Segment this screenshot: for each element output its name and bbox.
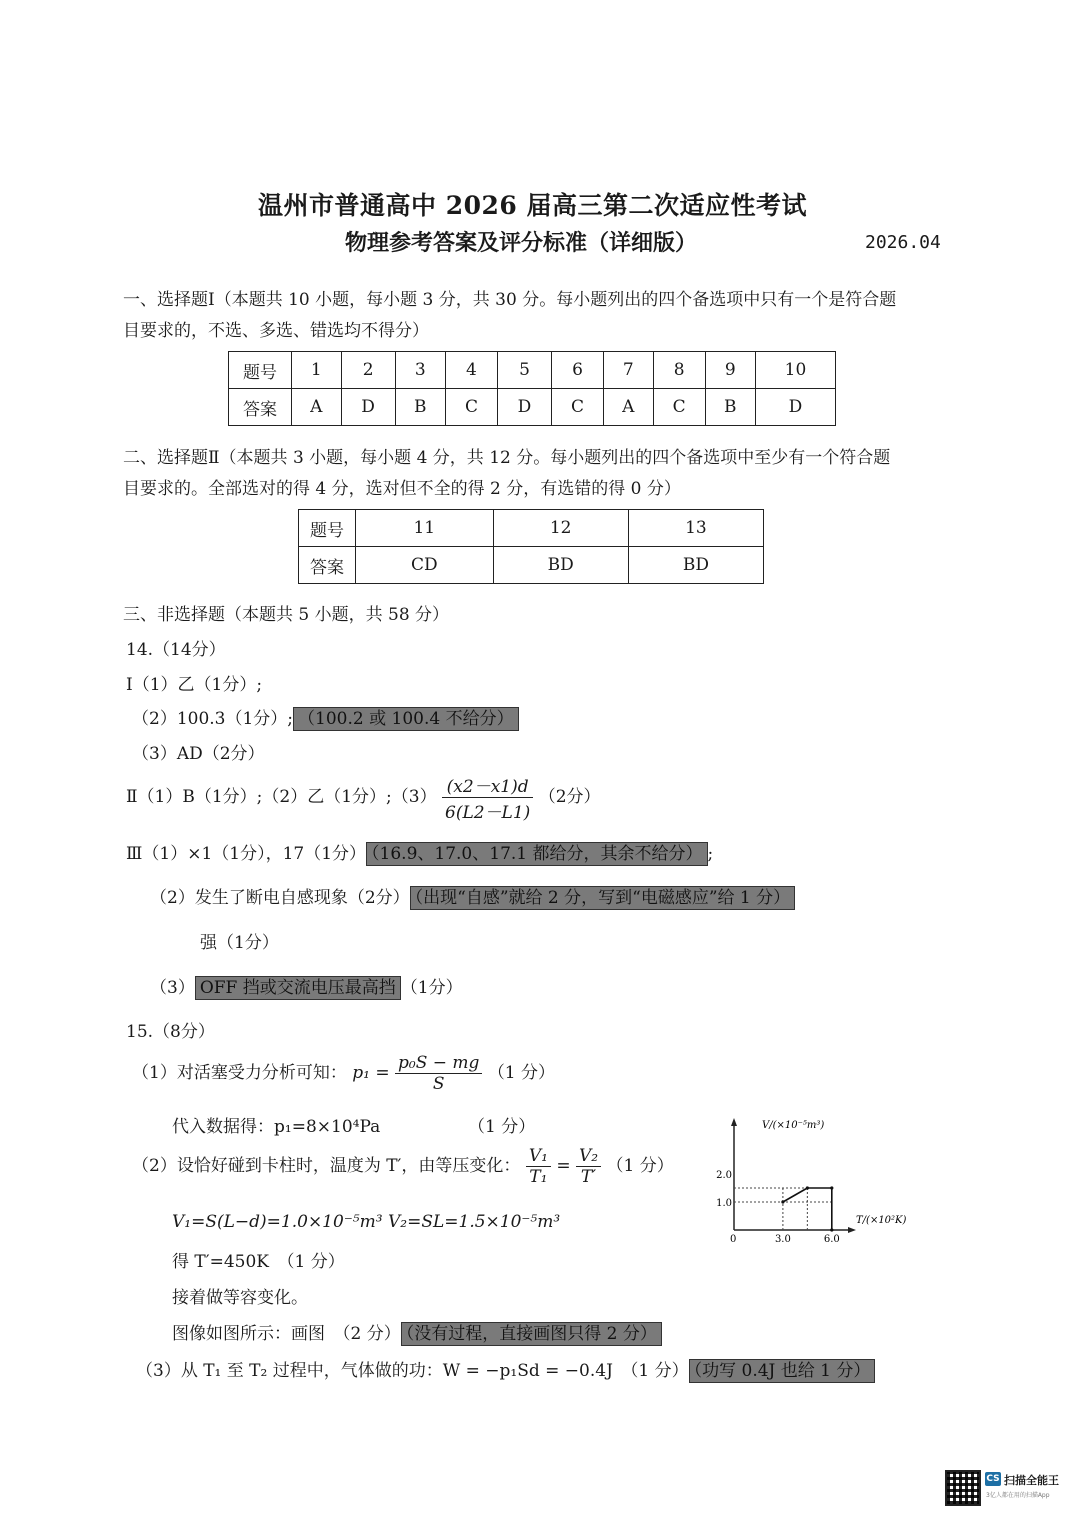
fraction-denominator: T₁ xyxy=(529,1167,548,1187)
q15-part1-lhs: p₁ = xyxy=(352,1063,390,1083)
fraction-denominator: S xyxy=(432,1074,445,1094)
section3-heading: 三、非选择题（本题共 5 小题，共 58 分） xyxy=(123,605,450,625)
table-cell: 2 xyxy=(341,352,395,389)
table-row-numbers xyxy=(229,352,836,389)
x-axis-label: T/(×10²K) xyxy=(856,1215,907,1226)
q14-part3-1-end: ; xyxy=(707,844,714,864)
table-row-label: 题号 xyxy=(299,510,356,547)
q15-part1-result: 代入数据得：p₁=8×10⁴Pa xyxy=(172,1117,381,1137)
q14-part2-fraction xyxy=(442,772,533,823)
table-row-answers xyxy=(299,547,764,584)
table-cell: 10 xyxy=(755,352,835,389)
q14-part3-2b: 强（1分） xyxy=(200,933,279,953)
q14-part3-3-note: OFF 挡或交流电压最高挡 xyxy=(195,976,401,1000)
q15-image-note: （没有过程，直接画图只得 2 分） xyxy=(401,1322,662,1346)
table-cell: 5 xyxy=(497,352,551,389)
x-tick-label: 0 xyxy=(730,1234,737,1245)
q15-t-result: 得 T′=450K （1 分） xyxy=(172,1252,345,1272)
table-cell: BD xyxy=(628,547,763,584)
table-cell: 11 xyxy=(356,510,494,547)
q15-image-line xyxy=(172,1319,662,1344)
section1-desc-line2: 目要求的，不选、多选、错选均不得分） xyxy=(123,321,429,341)
q14-part1-3: （3）AD（2分） xyxy=(132,744,265,764)
table-cell: 8 xyxy=(653,352,705,389)
y-axis-arrow xyxy=(731,1118,737,1126)
q14-part2-score: （2分） xyxy=(538,787,601,807)
q14-part3-1-text: Ⅲ（1）×1（1分），17（1分） xyxy=(126,844,367,864)
process-segment xyxy=(783,1188,807,1202)
qr-code xyxy=(945,1470,981,1506)
process-point xyxy=(806,1186,809,1189)
q15-v2: V₂=SL=1.5×10⁻⁵m³ xyxy=(388,1212,561,1232)
section1-desc-line1: 一、选择题Ⅰ（本题共 10 小题，每小题 3 分，共 30 分。每小题列出的四个备选项中只有一个是符合题 xyxy=(123,290,897,310)
q14-part1-2-note: （100.2 或 100.4 不给分） xyxy=(293,707,519,731)
table-row-label: 答案 xyxy=(229,389,292,426)
table-cell: A xyxy=(292,389,342,426)
y-axis-label: V/(×10⁻⁵m³) xyxy=(762,1120,825,1131)
table-cell: 13 xyxy=(628,510,763,547)
q15-part1-text: （1）对活塞受力分析可知： xyxy=(132,1063,347,1083)
q15-v1: V₁=S(L−d)=1.0×10⁻⁵m³ xyxy=(172,1212,383,1232)
fraction-numerator: V₂ xyxy=(576,1146,601,1167)
q15-part2-score: （1 分） xyxy=(606,1156,674,1176)
fraction-denominator: 6(L2－L1) xyxy=(445,803,531,823)
q14-part1-2 xyxy=(132,704,519,729)
fraction-numerator: (x2－x1)d xyxy=(442,772,533,798)
table-cell: 7 xyxy=(604,352,654,389)
table-cell: A xyxy=(604,389,654,426)
q14-title: 14.（14分） xyxy=(126,640,226,660)
y-tick-label: 2.0 xyxy=(716,1170,732,1181)
scanner-app-tagline: 3亿人都在用的扫描App xyxy=(986,1492,1050,1499)
table-cell: 6 xyxy=(552,352,604,389)
q14-part3-3 xyxy=(150,973,463,998)
q14-part1-2-text: （2）100.3（1分）; xyxy=(132,709,294,729)
q14-part2-text: Ⅱ（1）B（1分）;（2）乙（1分）;（3） xyxy=(126,787,437,807)
table-cell: C xyxy=(445,389,497,426)
q14-part3-2-text: （2）发生了断电自感现象（2分） xyxy=(150,888,410,908)
q15-part3-text: （3）从 T₁ 至 T₂ 过程中，气体做的功：W = −p₁Sd = −0.4J （1 分） xyxy=(136,1361,689,1381)
table-cell: C xyxy=(653,389,705,426)
q15-part1-score: （1 分） xyxy=(487,1063,556,1083)
exam-date: 2026.04 xyxy=(865,232,941,253)
fraction-numerator: V₁ xyxy=(526,1146,551,1167)
q14-part3-2-note: （出现“自感”就给 2 分，写到“电磁感应”给 1 分） xyxy=(410,886,796,910)
equals-sign: = xyxy=(556,1156,571,1176)
q14-part2 xyxy=(126,772,601,823)
table-cell: D xyxy=(341,389,395,426)
q15-part3-note: （功写 0.4J 也给 1 分） xyxy=(689,1359,876,1383)
q14-part3-1-note: （16.9、17.0、17.1 都给分，其余不给分） xyxy=(366,842,707,866)
table-cell: D xyxy=(755,389,835,426)
q15-part2 xyxy=(132,1146,674,1187)
process-point xyxy=(781,1200,784,1203)
q14-part3-2 xyxy=(150,883,795,908)
table-cell: 12 xyxy=(493,510,628,547)
q15-part2-text: （2）设恰好碰到卡柱时，温度为 T′，由等压变化： xyxy=(132,1156,521,1176)
table-cell: BD xyxy=(493,547,628,584)
fraction-denominator: T′ xyxy=(580,1167,597,1187)
q14-part1-1: Ⅰ（1）乙（1分）; xyxy=(126,675,263,695)
q15-image-text: 图像如图所示：画图 （2 分） xyxy=(172,1324,401,1344)
x-tick-label: 6.0 xyxy=(823,1234,840,1245)
table-row-label: 答案 xyxy=(299,547,356,584)
table-cell: 9 xyxy=(705,352,755,389)
table-row-answers xyxy=(229,389,836,426)
table-row-numbers xyxy=(299,510,764,547)
fraction-numerator: p₀S − mg xyxy=(395,1053,482,1074)
table-cell: 3 xyxy=(395,352,445,389)
section1-answer-table xyxy=(228,351,836,426)
table-cell: C xyxy=(552,389,604,426)
table-cell: B xyxy=(395,389,445,426)
page-subtitle: 物理参考答案及评分标准（详细版） xyxy=(345,230,698,256)
process-point xyxy=(830,1228,833,1231)
q14-part3-1 xyxy=(126,839,713,864)
table-cell: D xyxy=(497,389,551,426)
process-point xyxy=(830,1186,833,1189)
q15-next-step: 接着做等容变化。 xyxy=(172,1288,308,1308)
table-cell: 1 xyxy=(292,352,342,389)
table-cell: 4 xyxy=(445,352,497,389)
q15-part3 xyxy=(136,1356,875,1381)
q14-part3-3-score: （1分） xyxy=(400,978,463,998)
q15-part1-fraction xyxy=(395,1053,482,1094)
q15-part1-result-score: （1 分） xyxy=(468,1117,536,1137)
q15-part2-fraction-left xyxy=(526,1146,551,1187)
x-axis-arrow xyxy=(848,1227,856,1233)
q15-title: 15.（8分） xyxy=(126,1022,215,1042)
vt-graph xyxy=(700,1110,930,1260)
q14-part3-3-text: （3） xyxy=(150,978,195,998)
section2-answer-table xyxy=(298,509,764,584)
q15-part1 xyxy=(132,1053,555,1094)
table-cell: B xyxy=(705,389,755,426)
q15-part2-fraction-right xyxy=(576,1146,601,1187)
x-tick-label: 3.0 xyxy=(774,1234,791,1245)
scanner-app-name: 扫描全能王 xyxy=(1004,1474,1059,1487)
camscanner-logo: CS xyxy=(986,1474,1000,1484)
table-row-label: 题号 xyxy=(229,352,292,389)
page-title: 温州市普通高中 2026 届高三第二次适应性考试 xyxy=(258,191,807,220)
section2-desc-line2: 目要求的。全部选对的得 4 分，选对但不全的得 2 分，有选错的得 0 分） xyxy=(123,479,681,499)
table-cell: CD xyxy=(356,547,494,584)
y-tick-label: 1.0 xyxy=(716,1198,732,1209)
section2-desc-line1: 二、选择题Ⅱ（本题共 3 小题，每小题 4 分，共 12 分。每小题列出的四个备选项中至少有一个符合题 xyxy=(123,448,891,468)
